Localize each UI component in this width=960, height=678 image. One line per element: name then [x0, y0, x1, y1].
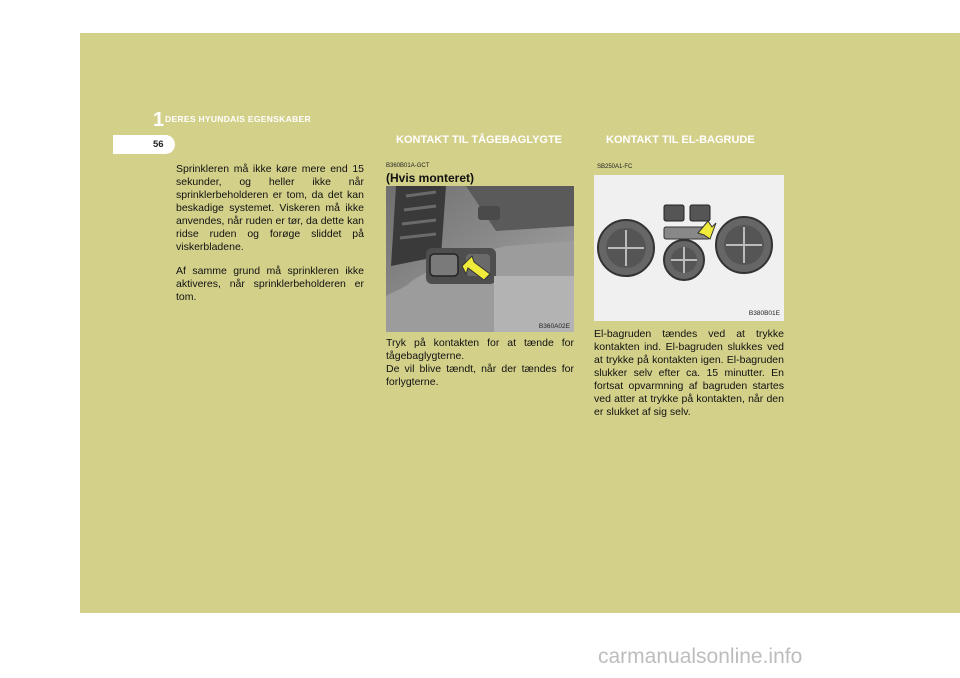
fog-image-label: B360A02E	[538, 323, 570, 330]
fog-paragraph-2: De vil blive tændt, når der tændes for forlygterne.	[386, 363, 574, 388]
left-column-text	[176, 163, 364, 315]
defrost-section-code: SB250A1-FC	[597, 164, 633, 170]
left-paragraph-1: Sprinkleren må ikke køre mere end 15 sekunder, og heller ikke når sprinklerbeholderen er tom, da det kan beskadige systemet. Viskeren må ikke anvendes, når ruden er tør, da dette kan ridse ruden og forøge sliddet på viskerbladene.	[176, 163, 364, 253]
page-number: 56	[153, 139, 164, 150]
fog-section-code: B360B01A-GCT	[386, 163, 430, 169]
left-paragraph-2: Af samme grund må sprinkleren ikke aktiveres, når sprinklerbeholderen er tom.	[176, 265, 364, 303]
fog-paragraph-1: Tryk på kontakten for at tænde for tågebaglygterne.	[386, 337, 574, 362]
watermark: carmanualsonline.info	[598, 645, 803, 668]
defrost-switch-illustration	[594, 175, 784, 321]
fog-section-text	[386, 337, 574, 400]
chapter-title: DERES HYUNDAIS EGENSKABER	[165, 114, 311, 124]
fog-section-header: KONTAKT TIL TÅGEBAGLYGTE	[396, 134, 563, 146]
defrost-paragraph-1: El-bagruden tændes ved at trykke kontakten ind. El-bagruden slukkes ved at trykke på kontakten igen. El-bagruden slukker selv efter ca. 15 minutter. En fortsat opvarmning af bagruden startes ved atter at trykke på kontakten, når den er slukket af sig selv.	[594, 328, 784, 418]
chapter-number: 1	[153, 109, 165, 131]
page-number-tab	[113, 135, 175, 154]
fog-switch-illustration	[386, 186, 574, 332]
defrost-section-header: KONTAKT TIL EL-BAGRUDE	[606, 134, 755, 146]
fog-switch-photo	[386, 186, 574, 332]
defrost-image-label: B380B01E	[748, 310, 780, 317]
fog-section-subheading: (Hvis monteret)	[386, 171, 475, 185]
climate-panel-illustration	[594, 175, 784, 321]
defrost-section-text	[594, 328, 784, 430]
